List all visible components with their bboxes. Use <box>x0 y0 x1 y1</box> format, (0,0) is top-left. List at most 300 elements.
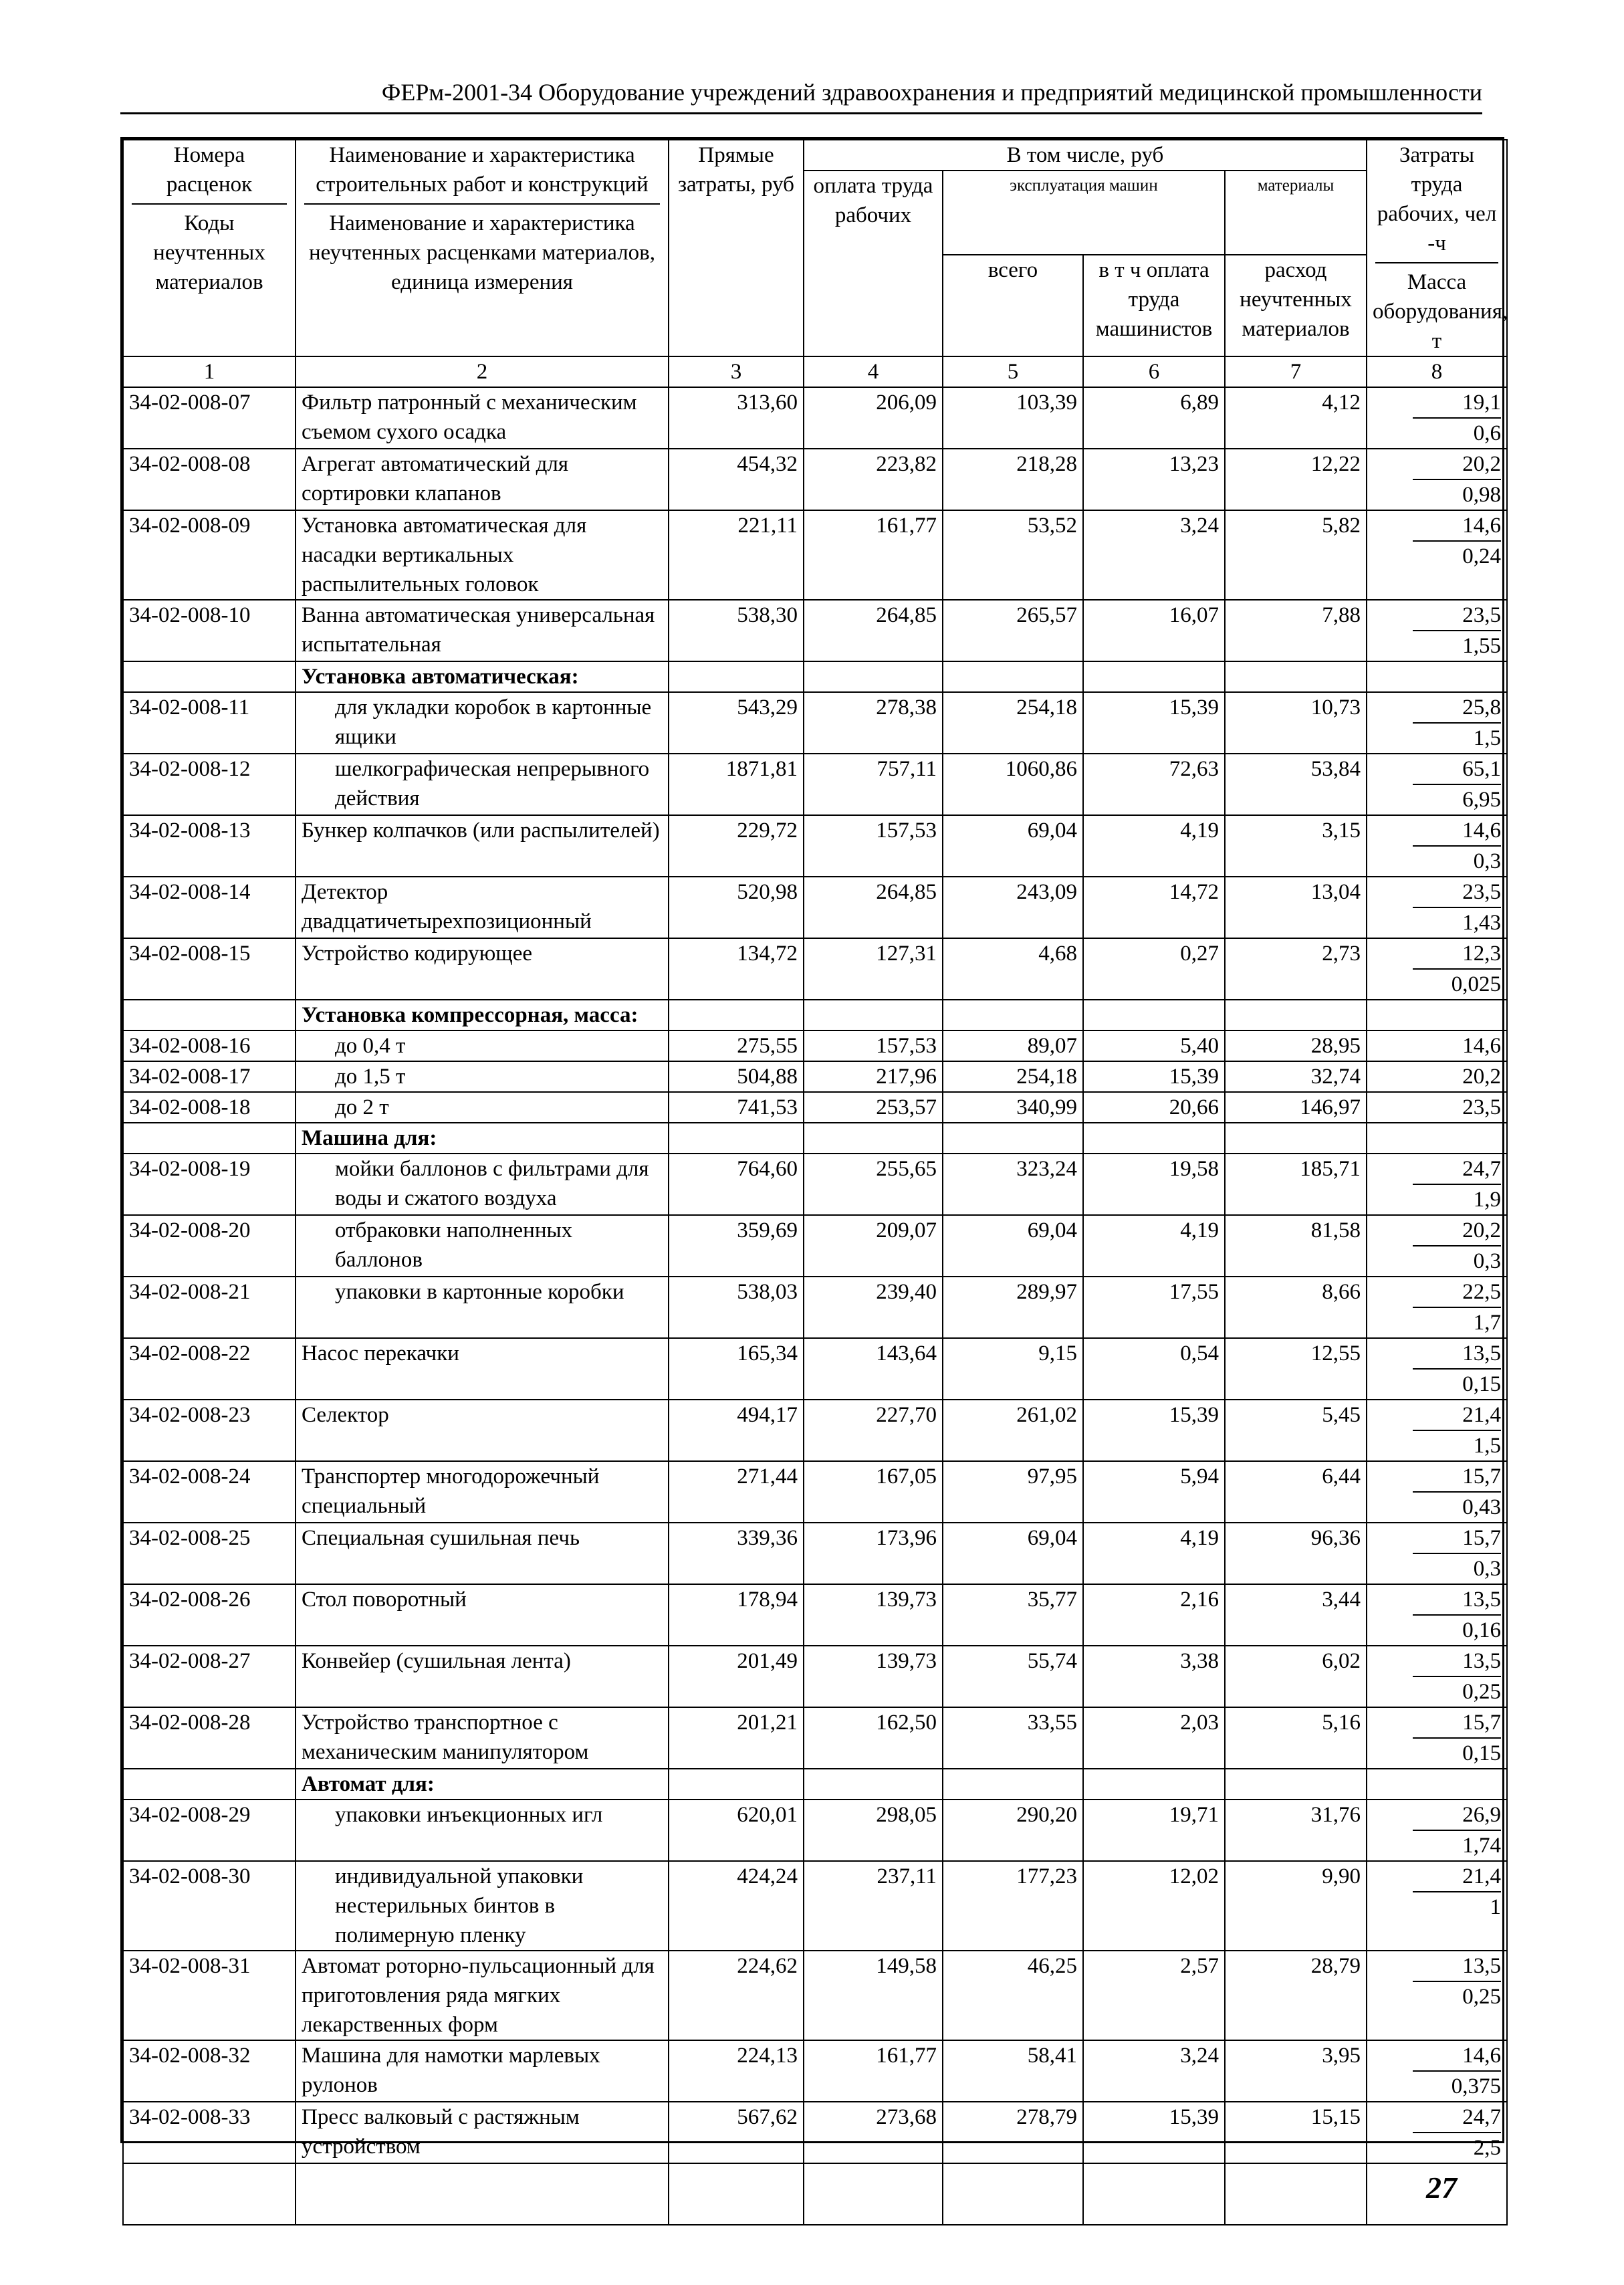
worker-pay: 298,05 <box>804 1800 943 1861</box>
labor-hours: 14,6 <box>1367 1030 1507 1061</box>
materials-cost: 5,16 <box>1225 1707 1367 1769</box>
table-row <box>123 938 1507 1000</box>
section-row <box>123 1000 1507 1030</box>
labor-hours: 24,7 <box>1413 1154 1501 1185</box>
table-row <box>123 449 1507 510</box>
labor-mass-cell <box>1367 1154 1507 1215</box>
section-code-cell <box>123 1769 296 1800</box>
labor-hours: 19,1 <box>1413 388 1501 419</box>
rate-name: Фильтр патронный с механическим съемом сухого осадка <box>296 387 669 449</box>
header-machines-pay: в т ч оплата труда машинистов <box>1083 255 1225 356</box>
machines-total: 58,41 <box>943 2040 1083 2102</box>
materials-cost: 96,36 <box>1225 1523 1367 1584</box>
direct-cost: 543,29 <box>669 692 804 754</box>
direct-cost: 201,21 <box>669 1707 804 1769</box>
empty-cell <box>1225 1000 1367 1030</box>
section-code-cell <box>123 1123 296 1154</box>
empty-cell <box>943 1769 1083 1800</box>
machines-total: 89,07 <box>943 1030 1083 1061</box>
equipment-mass: 1,74 <box>1462 1834 1502 1858</box>
worker-pay: 757,11 <box>804 754 943 815</box>
machinist-pay: 15,39 <box>1083 2102 1225 2163</box>
table-row <box>123 754 1507 815</box>
empty-cell <box>943 1123 1083 1154</box>
machinist-pay: 15,39 <box>1083 1400 1225 1461</box>
labor-hours: 23,5 <box>1413 877 1501 908</box>
table-row <box>123 1584 1507 1646</box>
machines-total: 323,24 <box>943 1154 1083 1215</box>
section-code-cell <box>123 661 296 692</box>
equipment-mass: 1,5 <box>1473 726 1502 750</box>
empty-cell <box>1083 1123 1225 1154</box>
machinist-pay: 0,27 <box>1083 938 1225 1000</box>
rate-code: 34-02-008-08 <box>123 449 296 510</box>
header-machines: эксплуатация машин <box>943 171 1225 255</box>
direct-cost: 224,13 <box>669 2040 804 2102</box>
equipment-mass: 0,43 <box>1462 1495 1502 1519</box>
machinist-pay: 4,19 <box>1083 1215 1225 1277</box>
materials-cost: 28,79 <box>1225 1951 1367 2040</box>
table-row <box>123 2040 1507 2102</box>
worker-pay: 253,57 <box>804 1092 943 1123</box>
price-table <box>122 139 1508 2225</box>
column-numbers-row <box>123 356 1507 387</box>
header-labor <box>1367 140 1507 356</box>
machinist-pay: 4,19 <box>1083 1523 1225 1584</box>
table-row <box>123 877 1507 938</box>
rate-name: до 1,5 т <box>296 1061 669 1092</box>
labor-hours: 14,6 <box>1413 816 1501 847</box>
direct-cost: 271,44 <box>669 1461 804 1523</box>
materials-cost: 7,88 <box>1225 600 1367 661</box>
empty-cell <box>1225 1123 1367 1154</box>
direct-cost: 620,01 <box>669 1800 804 1861</box>
column-number: 2 <box>296 356 669 387</box>
rate-name: до 0,4 т <box>296 1030 669 1061</box>
empty-cell <box>804 1123 943 1154</box>
rate-code: 34-02-008-23 <box>123 1400 296 1461</box>
equipment-mass: 0,3 <box>1473 1249 1502 1273</box>
equipment-mass: 0,25 <box>1462 1985 1502 2009</box>
labor-hours: 25,8 <box>1413 693 1501 724</box>
labor-mass-cell <box>1367 1646 1507 1707</box>
direct-cost: 520,98 <box>669 877 804 938</box>
machinist-pay: 3,38 <box>1083 1646 1225 1707</box>
rate-code: 34-02-008-07 <box>123 387 296 449</box>
equipment-mass: 0,98 <box>1462 483 1502 507</box>
materials-cost: 6,44 <box>1225 1461 1367 1523</box>
worker-pay: 127,31 <box>804 938 943 1000</box>
price-table-frame <box>120 137 1508 2160</box>
section-title: Автомат для: <box>296 1769 669 1800</box>
materials-cost: 5,45 <box>1225 1400 1367 1461</box>
machines-total: 1060,86 <box>943 754 1083 815</box>
table-row <box>123 1030 1507 1061</box>
materials-cost: 13,04 <box>1225 877 1367 938</box>
machinist-pay: 5,94 <box>1083 1461 1225 1523</box>
header-materials-sub: расход неучтенных материалов <box>1225 255 1367 356</box>
direct-cost: 494,17 <box>669 1400 804 1461</box>
rate-code: 34-02-008-28 <box>123 1707 296 1769</box>
worker-pay: 139,73 <box>804 1584 943 1646</box>
materials-cost: 12,22 <box>1225 449 1367 510</box>
worker-pay: 157,53 <box>804 1030 943 1061</box>
column-number: 4 <box>804 356 943 387</box>
rate-name: Установка автоматическая для насадки вертикальных распылительных головок <box>296 510 669 600</box>
worker-pay: 209,07 <box>804 1215 943 1277</box>
machines-total: 340,99 <box>943 1092 1083 1123</box>
rate-code: 34-02-008-12 <box>123 754 296 815</box>
empty-cell <box>804 661 943 692</box>
rate-name: шелкографическая непрерывного действия <box>296 754 669 815</box>
machinist-pay: 14,72 <box>1083 877 1225 938</box>
rate-name: Конвейер (сушильная лента) <box>296 1646 669 1707</box>
machines-total: 254,18 <box>943 1061 1083 1092</box>
direct-cost: 275,55 <box>669 1030 804 1061</box>
rate-name: Устройство кодирующее <box>296 938 669 1000</box>
labor-hours: 20,2 <box>1413 1216 1501 1246</box>
page-number: 27 <box>1426 2171 1457 2205</box>
rate-name: Устройство транспортное с механическим манипулятором <box>296 1707 669 1769</box>
direct-cost: 424,24 <box>669 1861 804 1951</box>
labor-mass-cell <box>1367 510 1507 600</box>
machines-total: 97,95 <box>943 1461 1083 1523</box>
labor-mass-cell <box>1367 2102 1507 2163</box>
equipment-mass: 1,43 <box>1462 911 1502 935</box>
rate-code: 34-02-008-32 <box>123 2040 296 2102</box>
rate-code: 34-02-008-18 <box>123 1092 296 1123</box>
empty-cell <box>1083 1769 1225 1800</box>
materials-cost: 2,73 <box>1225 938 1367 1000</box>
empty-cell <box>669 661 804 692</box>
rate-code: 34-02-008-21 <box>123 1277 296 1338</box>
column-number: 5 <box>943 356 1083 387</box>
header-code-bottom: Коды неучтенных материалов <box>153 211 265 294</box>
direct-cost: 567,62 <box>669 2102 804 2163</box>
worker-pay: 173,96 <box>804 1523 943 1584</box>
empty-cell <box>804 2163 943 2225</box>
rate-code: 34-02-008-10 <box>123 600 296 661</box>
machines-total: 103,39 <box>943 387 1083 449</box>
header-code-top: Номера расценок <box>166 143 253 197</box>
section-row <box>123 1769 1507 1800</box>
materials-cost: 3,44 <box>1225 1584 1367 1646</box>
header-name-top: Наименование и характеристика строительных работ и конструкций <box>316 143 649 197</box>
column-number: 3 <box>669 356 804 387</box>
rate-code: 34-02-008-26 <box>123 1584 296 1646</box>
empty-cell <box>296 2163 669 2225</box>
header-direct: Прямые затраты, руб <box>669 140 804 356</box>
empty-cell <box>669 1769 804 1800</box>
machinist-pay: 12,02 <box>1083 1861 1225 1951</box>
rate-name: Стол поворотный <box>296 1584 669 1646</box>
direct-cost: 224,62 <box>669 1951 804 2040</box>
equipment-mass: 0,15 <box>1462 1741 1502 1765</box>
table-row <box>123 1523 1507 1584</box>
empty-cell <box>1083 2163 1225 2225</box>
table-row <box>123 1800 1507 1861</box>
materials-cost: 15,15 <box>1225 2102 1367 2163</box>
machinist-pay: 15,39 <box>1083 1061 1225 1092</box>
labor-mass-cell <box>1367 1338 1507 1400</box>
labor-mass-cell <box>1367 1951 1507 2040</box>
header-code <box>123 140 296 356</box>
labor-hours: 23,5 <box>1367 1092 1507 1123</box>
materials-cost: 146,97 <box>1225 1092 1367 1123</box>
labor-hours: 13,5 <box>1413 1646 1501 1677</box>
header-machines-total: всего <box>943 255 1083 356</box>
machines-total: 177,23 <box>943 1861 1083 1951</box>
equipment-mass: 0,16 <box>1462 1618 1502 1642</box>
labor-hours: 21,4 <box>1413 1400 1501 1431</box>
labor-hours: 20,2 <box>1413 449 1501 480</box>
rate-code: 34-02-008-19 <box>123 1154 296 1215</box>
direct-cost: 221,11 <box>669 510 804 600</box>
labor-mass-cell <box>1367 754 1507 815</box>
direct-cost: 201,49 <box>669 1646 804 1707</box>
rate-code: 34-02-008-25 <box>123 1523 296 1584</box>
rate-name: Бункер колпачков (или распылителей) <box>296 815 669 877</box>
equipment-mass: 0,025 <box>1451 972 1502 996</box>
rate-code: 34-02-008-30 <box>123 1861 296 1951</box>
direct-cost: 764,60 <box>669 1154 804 1215</box>
materials-cost: 9,90 <box>1225 1861 1367 1951</box>
section-title: Машина для: <box>296 1123 669 1154</box>
equipment-mass: 0,375 <box>1451 2074 1502 2098</box>
machines-total: 243,09 <box>943 877 1083 938</box>
direct-cost: 359,69 <box>669 1215 804 1277</box>
table-row <box>123 1061 1507 1092</box>
table-row <box>123 1400 1507 1461</box>
materials-cost: 6,02 <box>1225 1646 1367 1707</box>
direct-cost: 339,36 <box>669 1523 804 1584</box>
direct-cost: 165,34 <box>669 1338 804 1400</box>
machines-total: 46,25 <box>943 1951 1083 2040</box>
rate-name: Пресс валковый с растяжным устройством <box>296 2102 669 2163</box>
machines-total: 290,20 <box>943 1800 1083 1861</box>
equipment-mass: 0,6 <box>1473 421 1502 445</box>
direct-cost: 134,72 <box>669 938 804 1000</box>
empty-cell <box>943 661 1083 692</box>
rate-name: Транспортер многодорожечный специальный <box>296 1461 669 1523</box>
labor-mass-cell <box>1367 1523 1507 1584</box>
equipment-mass: 0,15 <box>1462 1372 1502 1396</box>
labor-hours: 20,2 <box>1367 1061 1507 1092</box>
empty-cell <box>804 1000 943 1030</box>
machinist-pay: 13,23 <box>1083 449 1225 510</box>
labor-mass-cell <box>1367 449 1507 510</box>
equipment-mass: 1,5 <box>1473 1434 1502 1458</box>
empty-cell <box>1083 661 1225 692</box>
worker-pay: 237,11 <box>804 1861 943 1951</box>
worker-pay: 143,64 <box>804 1338 943 1400</box>
header-name <box>296 140 669 356</box>
worker-pay: 227,70 <box>804 1400 943 1461</box>
worker-pay: 223,82 <box>804 449 943 510</box>
worker-pay: 278,38 <box>804 692 943 754</box>
rate-name: мойки баллонов с фильтрами для воды и сжатого воздуха <box>296 1154 669 1215</box>
column-number: 8 <box>1367 356 1507 387</box>
labor-hours: 13,5 <box>1413 1951 1501 1982</box>
table-row <box>123 1154 1507 1215</box>
materials-cost: 185,71 <box>1225 1154 1367 1215</box>
section-title: Установка автоматическая: <box>296 661 669 692</box>
worker-pay: 217,96 <box>804 1061 943 1092</box>
empty-cell <box>1083 1000 1225 1030</box>
rate-code: 34-02-008-15 <box>123 938 296 1000</box>
machinist-pay: 6,89 <box>1083 387 1225 449</box>
machines-total: 218,28 <box>943 449 1083 510</box>
rate-name: Специальная сушильная печь <box>296 1523 669 1584</box>
direct-cost: 504,88 <box>669 1061 804 1092</box>
empty-cell <box>1225 2163 1367 2225</box>
equipment-mass: 6,95 <box>1462 788 1502 812</box>
rate-name: индивидуальной упаковки нестерильных бинтов в полимерную пленку <box>296 1861 669 1951</box>
worker-pay: 157,53 <box>804 815 943 877</box>
table-row <box>123 387 1507 449</box>
empty-cell <box>1367 661 1507 692</box>
equipment-mass: 1,9 <box>1473 1188 1502 1212</box>
empty-cell <box>1367 1769 1507 1800</box>
rate-name: Агрегат автоматический для сортировки клапанов <box>296 449 669 510</box>
worker-pay: 239,40 <box>804 1277 943 1338</box>
rate-code: 34-02-008-17 <box>123 1061 296 1092</box>
labor-mass-cell <box>1367 877 1507 938</box>
table-row <box>123 600 1507 661</box>
filler-row <box>123 2163 1507 2225</box>
materials-cost: 28,95 <box>1225 1030 1367 1061</box>
machinist-pay: 19,58 <box>1083 1154 1225 1215</box>
header-pay: оплата труда рабочих <box>804 171 943 356</box>
labor-hours: 26,9 <box>1413 1800 1501 1831</box>
worker-pay: 264,85 <box>804 877 943 938</box>
machinist-pay: 3,24 <box>1083 510 1225 600</box>
empty-cell <box>1225 661 1367 692</box>
empty-cell <box>1225 1769 1367 1800</box>
machines-total: 9,15 <box>943 1338 1083 1400</box>
rate-code: 34-02-008-20 <box>123 1215 296 1277</box>
equipment-mass: 1 <box>1490 1895 1502 1919</box>
header-labor-bottom: Масса оборудования, т <box>1373 270 1508 353</box>
rate-code: 34-02-008-14 <box>123 877 296 938</box>
rate-name: Автомат роторно-пульсационный для приготовления ряда мягких лекарственных форм <box>296 1951 669 2040</box>
header-including: В том числе, руб <box>804 140 1367 171</box>
direct-cost: 1871,81 <box>669 754 804 815</box>
equipment-mass: 0,25 <box>1462 1680 1502 1704</box>
table-row <box>123 1707 1507 1769</box>
machinist-pay: 2,16 <box>1083 1584 1225 1646</box>
section-title: Установка компрессорная, масса: <box>296 1000 669 1030</box>
table-row <box>123 1338 1507 1400</box>
equipment-mass: 1,55 <box>1462 634 1502 658</box>
header-name-bottom: Наименование и характеристика неучтенных расценками материалов, единица измерения <box>308 211 656 294</box>
machinist-pay: 17,55 <box>1083 1277 1225 1338</box>
equipment-mass: 0,24 <box>1462 544 1502 568</box>
labor-mass-cell <box>1367 1461 1507 1523</box>
materials-cost: 4,12 <box>1225 387 1367 449</box>
machinist-pay: 2,57 <box>1083 1951 1225 2040</box>
rate-name: Насос перекачки <box>296 1338 669 1400</box>
direct-cost: 538,30 <box>669 600 804 661</box>
materials-cost: 8,66 <box>1225 1277 1367 1338</box>
labor-hours: 15,7 <box>1413 1708 1501 1739</box>
equipment-mass: 0,3 <box>1473 849 1502 873</box>
worker-pay: 139,73 <box>804 1646 943 1707</box>
table-row <box>123 1861 1507 1951</box>
empty-cell <box>804 1769 943 1800</box>
machinist-pay: 2,03 <box>1083 1707 1225 1769</box>
worker-pay: 273,68 <box>804 2102 943 2163</box>
worker-pay: 161,77 <box>804 510 943 600</box>
machines-total: 69,04 <box>943 1215 1083 1277</box>
rate-name: до 2 т <box>296 1092 669 1123</box>
table-row <box>123 692 1507 754</box>
equipment-mass: 0,3 <box>1473 1557 1502 1581</box>
labor-hours: 14,6 <box>1413 511 1501 542</box>
rate-name: упаковки инъекционных игл <box>296 1800 669 1861</box>
labor-mass-cell <box>1367 387 1507 449</box>
machinist-pay: 4,19 <box>1083 815 1225 877</box>
header-labor-top: Затраты труда рабочих, чел -ч <box>1377 143 1497 255</box>
empty-cell <box>1367 1123 1507 1154</box>
header-materials: материалы <box>1225 171 1367 255</box>
machines-total: 35,77 <box>943 1584 1083 1646</box>
labor-hours: 13,5 <box>1413 1339 1501 1370</box>
rate-code: 34-02-008-13 <box>123 815 296 877</box>
machines-total: 289,97 <box>943 1277 1083 1338</box>
labor-mass-cell <box>1367 2040 1507 2102</box>
worker-pay: 161,77 <box>804 2040 943 2102</box>
direct-cost: 313,60 <box>669 387 804 449</box>
empty-cell <box>943 1000 1083 1030</box>
worker-pay: 206,09 <box>804 387 943 449</box>
machinist-pay: 20,66 <box>1083 1092 1225 1123</box>
materials-cost: 12,55 <box>1225 1338 1367 1400</box>
direct-cost: 538,03 <box>669 1277 804 1338</box>
materials-cost: 31,76 <box>1225 1800 1367 1861</box>
labor-hours: 23,5 <box>1413 601 1501 631</box>
rate-name: Селектор <box>296 1400 669 1461</box>
empty-cell <box>123 2163 296 2225</box>
column-number: 7 <box>1225 356 1367 387</box>
table-row <box>123 1461 1507 1523</box>
section-row <box>123 1123 1507 1154</box>
worker-pay: 162,50 <box>804 1707 943 1769</box>
materials-cost: 32,74 <box>1225 1061 1367 1092</box>
empty-cell <box>1367 1000 1507 1030</box>
empty-cell <box>669 1000 804 1030</box>
rate-code: 34-02-008-16 <box>123 1030 296 1061</box>
rate-name: отбраковки наполненных баллонов <box>296 1215 669 1277</box>
materials-cost: 53,84 <box>1225 754 1367 815</box>
machines-total: 278,79 <box>943 2102 1083 2163</box>
machines-total: 53,52 <box>943 510 1083 600</box>
labor-hours: 24,7 <box>1413 2102 1501 2133</box>
materials-cost: 3,15 <box>1225 815 1367 877</box>
labor-mass-cell <box>1367 1584 1507 1646</box>
rate-name: Ванна автоматическая универсальная испытательная <box>296 600 669 661</box>
direct-cost: 178,94 <box>669 1584 804 1646</box>
machines-total: 4,68 <box>943 938 1083 1000</box>
labor-mass-cell <box>1367 600 1507 661</box>
rate-code: 34-02-008-09 <box>123 510 296 600</box>
table-row <box>123 815 1507 877</box>
labor-hours: 65,1 <box>1413 754 1501 785</box>
labor-hours: 22,5 <box>1413 1277 1501 1308</box>
table-row <box>123 2102 1507 2163</box>
labor-hours: 14,6 <box>1413 2041 1501 2072</box>
table-row <box>123 1092 1507 1123</box>
